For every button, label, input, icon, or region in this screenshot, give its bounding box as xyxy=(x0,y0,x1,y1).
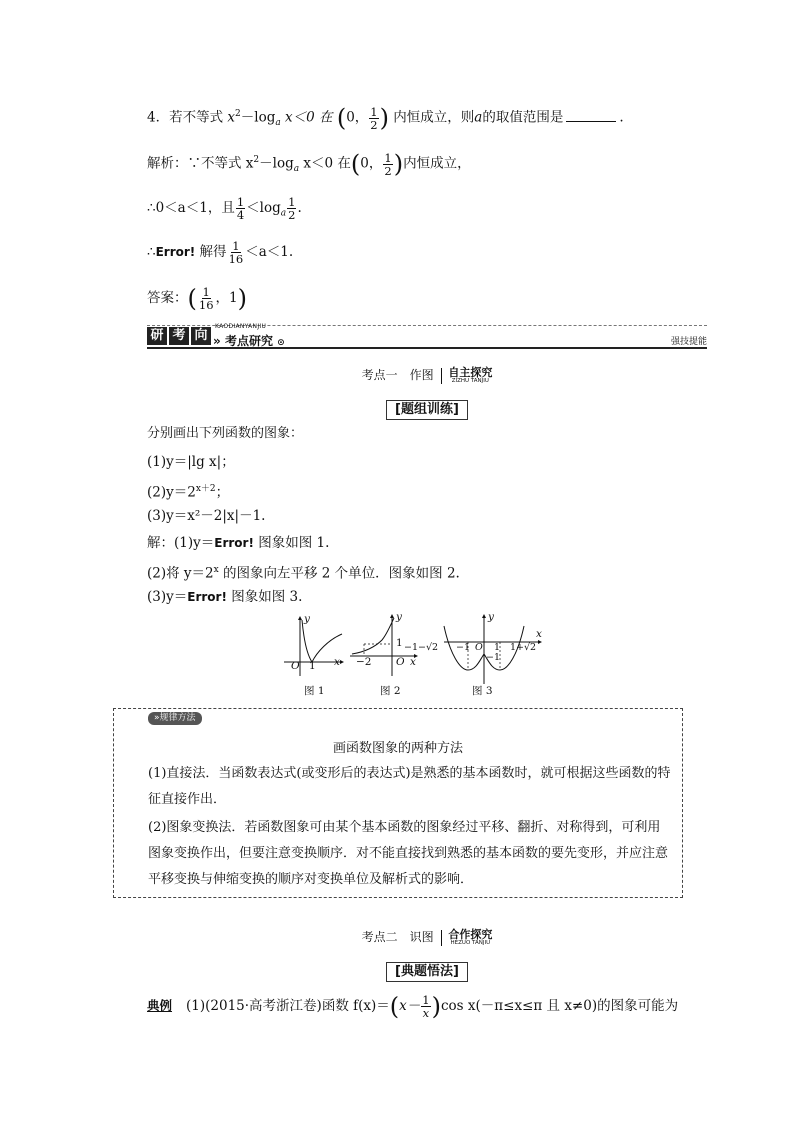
paren-right: ) xyxy=(237,284,247,313)
item-2 xyxy=(147,479,229,503)
tag-pinyin: ZIZHU TANJIU xyxy=(451,377,489,384)
tag-pinyin: HEZUO TANJIU xyxy=(450,939,491,946)
fraction-num: 1 xyxy=(384,150,392,165)
example-text: (1)(2015·高考浙江卷)函数 f(x)＝ xyxy=(186,998,390,1014)
tick-minus-1: −1 xyxy=(456,642,471,653)
problem-4 xyxy=(147,104,624,133)
sol-text: (2)将 y＝2 xyxy=(147,565,214,582)
item-3: (3)y＝x²－2|x|－1. xyxy=(147,508,266,524)
banner-arrows: » xyxy=(213,334,221,348)
item-2-end: ； xyxy=(215,484,230,501)
math-op: －log xyxy=(240,109,276,126)
period: . xyxy=(619,109,624,126)
fraction-den: 4 xyxy=(236,208,245,222)
y-arrow xyxy=(298,616,302,620)
origin-label: O xyxy=(291,660,300,672)
answer-rest: ，1 xyxy=(215,290,238,306)
answer-blank xyxy=(566,121,616,122)
section-1-heading xyxy=(147,366,707,385)
answer-label: 答案： xyxy=(147,290,188,306)
method-para-1: (1)直接法．当函数表达式(或变形后的表达式)是熟悉的基本函数时，就可根据这些函数的特征直接作出． xyxy=(148,766,671,807)
banner-pinyin: KAODIANYANJIU xyxy=(215,323,267,330)
tick-y-minus-1: −1 xyxy=(486,652,501,663)
x-label: x xyxy=(334,656,340,668)
solution-text: ＜a＜1. xyxy=(245,244,294,260)
sol-text: 图象如图 3. xyxy=(226,589,303,605)
section-banner xyxy=(147,323,707,348)
solution-text: 解得 xyxy=(195,244,227,260)
problem-number: 4． xyxy=(147,109,170,126)
method-box xyxy=(113,708,683,898)
y-arrow xyxy=(390,614,394,618)
math-var-a: a xyxy=(474,109,483,126)
item-2-text: (2)y＝2 xyxy=(147,484,196,501)
fraction-den: x xyxy=(422,1006,430,1020)
y-label: y xyxy=(304,613,310,625)
figure-1 xyxy=(284,613,344,676)
section-1-title: 考点一 作图 xyxy=(361,368,434,382)
divider xyxy=(441,930,442,946)
tick-1: 1 xyxy=(396,637,403,649)
paren-right: ) xyxy=(379,104,389,132)
solution-line-1 xyxy=(147,150,471,179)
paren-left: ( xyxy=(350,150,361,178)
example-text-2: cos x(－π≤x≤π 且 x≠0)的图象可能为 xyxy=(440,998,679,1014)
math-op: －log xyxy=(259,155,294,172)
problem-text-2: 内恒成立，则 xyxy=(393,109,475,126)
solution-text: x＜0 在 xyxy=(299,155,351,172)
method-title: 画函数图象的两种方法 xyxy=(332,741,463,756)
ribbon-wrap-1 xyxy=(147,398,707,420)
problem-text-3: 的取值范围是 xyxy=(482,109,564,126)
solution-text: 内恒成立， xyxy=(403,155,471,172)
sol-text: 的图象向左平移 2 个单位．图象如图 2. xyxy=(218,565,460,582)
exponent: x＋2 xyxy=(195,484,216,494)
exponent: 2 xyxy=(235,109,241,119)
x-arrow xyxy=(340,660,344,664)
error-text: Error! xyxy=(187,590,227,604)
exponent: x xyxy=(213,565,219,575)
fraction-num: 1 xyxy=(236,195,245,209)
section-2-heading xyxy=(147,928,707,947)
error-text: Error! xyxy=(214,536,254,550)
sol-3 xyxy=(147,587,302,607)
error-text: Error! xyxy=(155,245,196,259)
figure-3 xyxy=(404,611,544,684)
math-base: a xyxy=(280,208,287,219)
fraction-den: 2 xyxy=(384,163,392,178)
sol-label: 解： xyxy=(147,535,174,551)
paren-right: ) xyxy=(393,150,404,178)
banner-char-1: 研 xyxy=(147,327,167,345)
origin-label: O xyxy=(396,656,405,668)
fraction-num: 1 xyxy=(422,993,430,1007)
sol-1 xyxy=(147,533,329,553)
fraction-num: 1 xyxy=(202,285,210,299)
circle-arrow-icon: ⊙ xyxy=(277,338,285,348)
fraction-den: 2 xyxy=(370,117,378,132)
tick-1: 1 xyxy=(309,660,316,672)
item-1: (1)y＝|lg x|； xyxy=(147,454,235,470)
method-badge: »规律方法 xyxy=(148,712,202,725)
section-1-tag xyxy=(448,367,492,385)
example-line xyxy=(147,994,678,1019)
fraction-den: 16 xyxy=(198,298,214,312)
fraction xyxy=(236,196,245,221)
sol-2 xyxy=(147,560,460,584)
method-para-2: (2)图象变换法．若函数图象可由某个基本函数的图象经过平移、翻折、对称得到，可利用图象变换作出，但要注意变换顺序．对不能直接找到熟悉的基本函数的要先变形，并应注意平移变换与伸缩变换的顺序对变换单位及解析式的影响． xyxy=(148,820,669,887)
paren-left: ( xyxy=(389,992,400,1021)
solution-line-2 xyxy=(147,196,302,224)
fraction xyxy=(421,994,430,1019)
tick-minus-2: −2 xyxy=(356,656,372,668)
fraction-den: 2 xyxy=(288,208,296,222)
figure-1-caption: 图 1 xyxy=(304,685,325,697)
origin-label: O xyxy=(475,642,483,653)
y-arrow xyxy=(482,614,486,618)
interval-start: 0， xyxy=(360,155,383,172)
answer-line xyxy=(147,286,247,311)
x-arrow xyxy=(538,640,542,644)
tag-cn: 自主探究 xyxy=(448,365,493,379)
sol-text: 图象如图 1. xyxy=(253,535,330,551)
tag-cn: 合作探究 xyxy=(448,927,493,941)
y-label: y xyxy=(396,611,402,623)
x-label: x xyxy=(410,656,416,668)
x-label: x xyxy=(536,628,542,640)
tick-1: 1 xyxy=(494,642,501,653)
fraction-num: 1 xyxy=(232,239,240,253)
solution-line-3 xyxy=(147,240,293,265)
fraction xyxy=(198,286,215,311)
banner-title-wrap xyxy=(213,332,285,349)
fraction xyxy=(369,106,378,131)
fraction-num: 1 xyxy=(370,104,378,119)
sol-text: (1)y＝ xyxy=(174,535,215,551)
solution-text: ∴0＜a＜1，且 xyxy=(147,200,235,216)
banner-right-text: 强技提能 xyxy=(670,337,707,347)
problem-text: 若不等式 xyxy=(169,109,224,126)
math-base: a xyxy=(275,118,281,129)
banner-char-3: 向 xyxy=(191,327,211,345)
math-var: x xyxy=(227,109,236,126)
math-expr: x－ xyxy=(399,998,421,1014)
section-2-title: 考点二 识图 xyxy=(361,930,434,944)
tick-left: −1−√2 xyxy=(404,642,439,653)
example-label: 典例 xyxy=(147,998,173,1013)
interval-start: 0， xyxy=(346,109,369,126)
ribbon-wrap-2 xyxy=(147,960,707,982)
math-expr: x＜0 在 xyxy=(280,109,333,126)
tick-right: 1+√2 xyxy=(510,642,537,653)
solution-text: ∵不等式 x xyxy=(187,155,254,172)
math-base: a xyxy=(293,164,300,175)
paren-left: ( xyxy=(336,104,347,132)
figure-3-caption: 图 3 xyxy=(472,685,493,697)
y-label: y xyxy=(488,611,494,623)
divider xyxy=(441,368,442,384)
fraction xyxy=(287,196,296,221)
period: . xyxy=(297,200,302,216)
therefore: ∴ xyxy=(147,244,156,260)
fraction-num: 1 xyxy=(288,195,296,209)
banner-title: 考点研究 xyxy=(224,334,273,348)
figure-2-caption: 图 2 xyxy=(380,685,401,697)
exponent: 2 xyxy=(253,155,260,165)
paren-right: ) xyxy=(431,992,441,1021)
solution-label: 解析： xyxy=(147,155,188,172)
fraction-den: 16 xyxy=(228,252,244,266)
ribbon-problem-group: [题组训练] xyxy=(386,400,468,420)
paren-left: ( xyxy=(187,284,197,313)
math-op: ＜log xyxy=(246,200,281,216)
curve xyxy=(352,618,394,654)
sol-text: (3)y＝ xyxy=(147,589,188,605)
section-1-intro: 分别画出下列函数的图象： xyxy=(147,426,304,441)
section-2-tag xyxy=(448,929,492,947)
ribbon-example: [典题悟法] xyxy=(386,962,468,982)
fraction xyxy=(228,240,245,265)
banner-char-2: 考 xyxy=(169,327,189,345)
fraction xyxy=(383,152,392,177)
